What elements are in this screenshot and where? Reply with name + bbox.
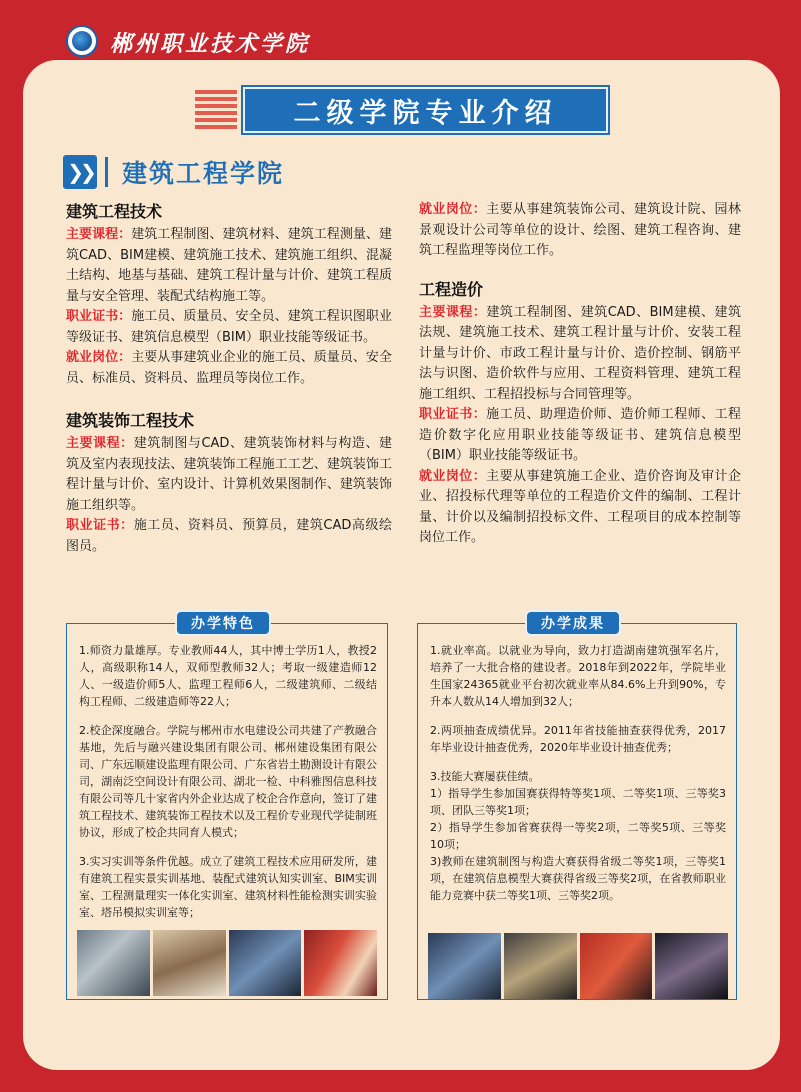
school-name: 郴州职业技术学院	[110, 31, 311, 57]
major-courses: 主要课程：建筑制图与CAD、建筑装饰材料与构造、建筑及室内表现技法、建筑装饰工程施工工艺、建筑装饰工程计量与计价、室内设计、计算机效果图制作、建筑装饰施工组织等。	[66, 436, 392, 513]
left-column	[66, 200, 392, 557]
achievements-photos	[428, 933, 728, 999]
feature-item: 3.实习实训等条件优越。成立了建筑工程技术应用研发所，建有建筑工程实景实训基地、装配式建筑认知实训室、BIM实训室、工程测量理实一体化实训室、建筑材料性能检测实训实验室、塔吊模拟实训室等；	[79, 855, 377, 919]
major-courses: 主要课程：建筑工程制图、建筑CAD、BIM建模、建筑法规、建筑施工技术、建筑工程计量与计价、安装工程计量与计价、市政工程计量与计价、造价控制、钢筋平法与识图、造价软件与应用、工程资料管理、建筑工程施工组织、工程招投标与合同管理等。	[419, 304, 741, 402]
photo	[504, 933, 577, 999]
photo	[655, 933, 728, 999]
features-photos	[77, 930, 377, 996]
right-column	[419, 200, 741, 549]
achievement-item: 1.就业率高。以就业为导向，致力打造湖南建筑强军名片，培养了一大批合格的建设者。2018年到2022年，学院毕业生国家24365就业平台初次就业率从84.6%上升到90%，专升本人数从14人增加到32人；	[430, 644, 726, 708]
major-title: 工程造价	[419, 279, 484, 299]
page-title-bar	[243, 87, 608, 133]
photo	[77, 930, 150, 996]
major-title: 建筑装饰工程技术	[66, 411, 195, 430]
page-title: 二级学院专业介绍	[293, 97, 558, 129]
major-certs: 职业证书：施工员、助理造价师、造价师工程师、工程造价数字化应用职业技能等级证书、建筑信息模型（BIM）职业技能等级证书。	[419, 407, 741, 463]
achievements-tab: 办学成果	[525, 610, 621, 636]
achievement-item: 2.两项抽查成绩优异。2011年省技能抽查获得优秀，2017年毕业设计抽查优秀，2020年毕业设计抽查优秀；	[430, 724, 726, 754]
college-heading	[63, 155, 284, 189]
feature-item: 2.校企深度融合。学院与郴州市水电建设公司共建了产教融合基地，先后与融兴建设集团有限公司、郴州建设集团有限公司、广东远顺建设监理有限公司、广东省岩土勘测设计有限公司，湖南泛空间设计有限公司、湖北一检、中科雅图信息科技有限公司等几十家省内外企业达成了校企合作意向，签订了建筑工程技术、建筑装饰工程技术以及工程价专业现代学徒制班协议，形成了校企共同育人模式；	[79, 724, 377, 839]
major-certs: 职业证书：施工员、资料员、预算员，建筑CAD高级绘图员。	[66, 518, 392, 554]
double-chevron-right-icon: ❯❯	[63, 155, 97, 189]
photo	[304, 930, 377, 996]
major-jobs: 就业岗位：主要从事建筑装饰公司、建筑设计院、园林景观设计公司等单位的设计、绘图、建筑工程咨询、建筑工程监理等岗位工作。	[419, 202, 741, 258]
college-name: 建筑工程学院	[122, 159, 285, 188]
major-jobs: 就业岗位：主要从事建筑施工企业、造价咨询及审计企业、招投标代理等单位的工程造价文件的编制、工程计量、计价以及编制招投标文件、工程项目的成本控制等岗位工作。	[419, 468, 741, 545]
photo	[428, 933, 501, 999]
divider	[105, 157, 108, 187]
achievement-item: 3.技能大赛屡获佳绩。 1）指导学生参加国赛获得特等奖1项、二等奖1项、三等奖3项、团队三等奖1项； 2）指导学生参加省赛获得一等奖2项，二等奖5项、三等奖10项； 3)教师在建筑制图与构造大赛获得省级二等奖1项，三等奖1项，在建筑信息模型大赛获得省级三等奖2项，在省教师职业能力竞赛中获二等奖1项、三等奖2项。	[430, 770, 726, 902]
photo	[580, 933, 653, 999]
major-jobs: 就业岗位：主要从事建筑业企业的施工员、质量员、安全员、标准员、资料员、监理员等岗位工作。	[66, 350, 392, 386]
major-courses: 主要课程：建筑工程制图、建筑材料、建筑工程测量、建筑CAD、BIM建模、建筑施工技术、建筑施工组织、混凝土结构、地基与基础、建筑工程计量与计价、建筑工程质量与安全管理、装配式结构施工等。	[66, 227, 392, 304]
major-title: 建筑工程技术	[66, 202, 163, 221]
features-tab: 办学特色	[175, 610, 271, 636]
school-logo	[66, 25, 98, 57]
major-certs: 职业证书：施工员、质量员、安全员、建筑工程识图职业等级证书、建筑信息模型（BIM）职业技能等级证书。	[66, 309, 392, 345]
title-stripes-decoration	[195, 90, 237, 132]
photo	[229, 930, 302, 996]
feature-item: 1.师资力量雄厚。专业教师44人，其中博士学历1人，教授2人，高级职称14人，双师型教师32人；考取一级建造师12人、一级造价师5人、监理工程师6人，二级建筑师、二级结构工程师、二级建造师等22人；	[79, 644, 377, 708]
photo	[153, 930, 226, 996]
